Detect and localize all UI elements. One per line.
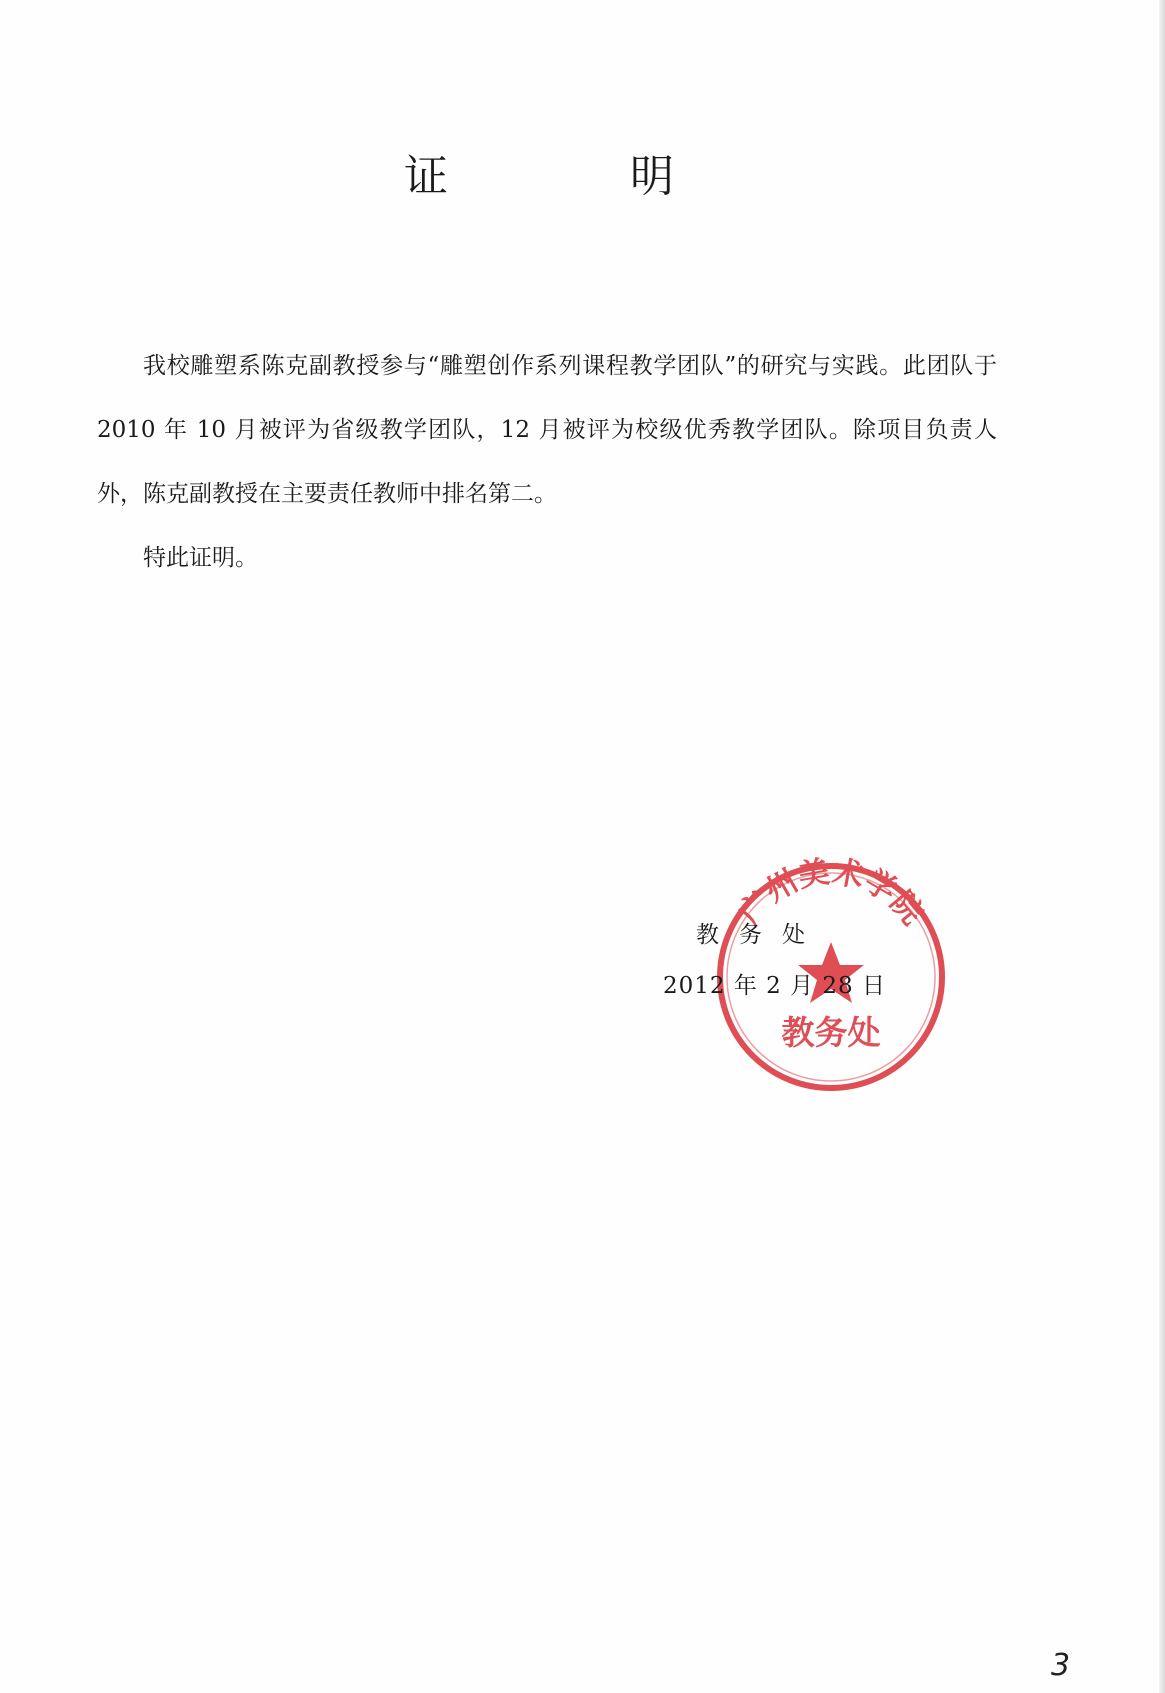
- page-title: [0, 140, 1080, 204]
- title-char-1: 证: [404, 151, 450, 202]
- title-char-2: 明: [630, 151, 676, 202]
- seal-school-name: 广州美术学院: [731, 853, 931, 932]
- signing-department: 教务处: [696, 922, 825, 948]
- seal-department: 教务处: [781, 1013, 881, 1052]
- signing-date: 2012 年 2 月 28 日: [663, 973, 886, 999]
- page-edge-shadow: [1159, 0, 1165, 1693]
- page-number: 3: [1051, 1648, 1071, 1683]
- certificate-paragraph: 我校雕塑系陈克副教授参与“雕塑创作系列课程教学团队”的研究与实践。此团队于 2010 年 10 月被评为省级教学团队，12 月被评为校级优秀教学团队。除项目负责人外，陈克副教授在主要责任教师中排名第二。: [97, 353, 997, 507]
- certificate-body: [97, 334, 997, 590]
- closing-paragraph: 特此证明。: [143, 545, 258, 571]
- signature-block: [663, 916, 886, 1000]
